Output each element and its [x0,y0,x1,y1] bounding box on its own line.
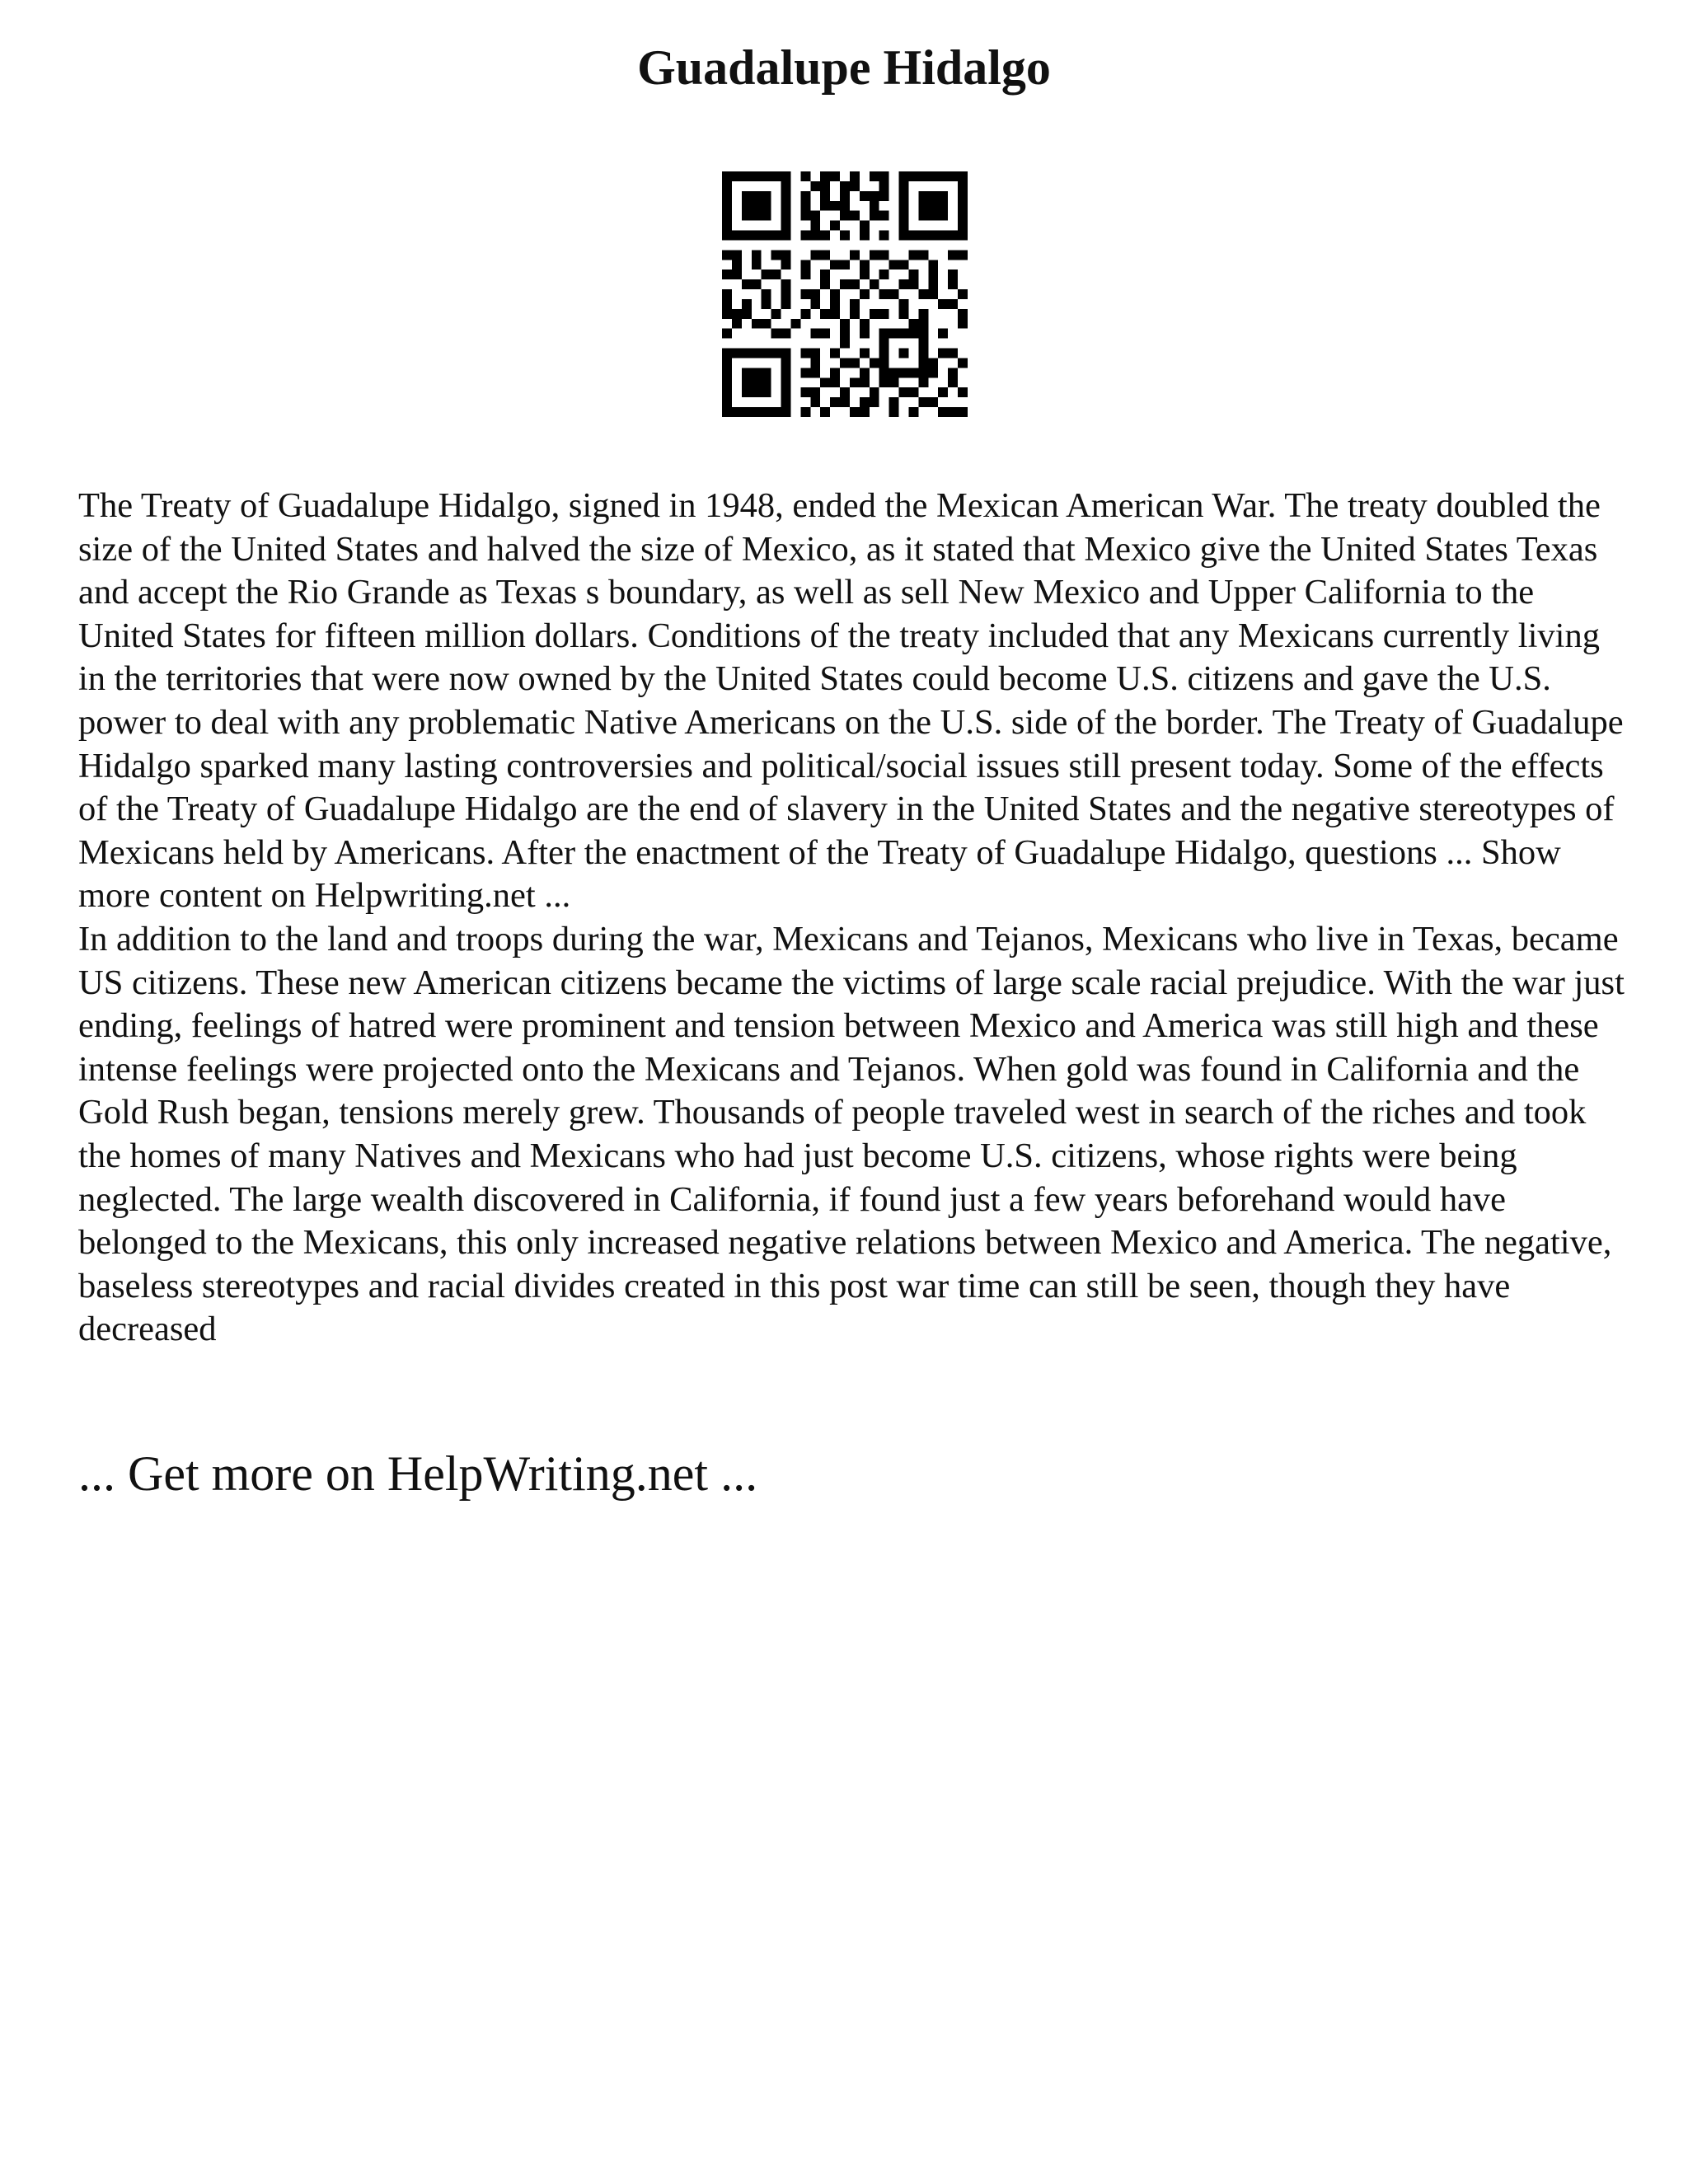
article-body [78,485,1628,1352]
page-title: Guadalupe Hidalgo [637,40,1051,95]
article-paragraph-2: In addition to the land and troops during the war, Mexicans and Tejanos, Mexicans who live in Texas, became US citizens. These new American citizens became the victims of large scale racial prejudice. With the war just ending, feelings of hatred were prominent and tension between Mexico and America was still high and these intense feelings were projected onto the Mexicans and Tejanos. When gold was found in California and the Gold Rush began, tensions merely grew. Thousands of people traveled west in search of the riches and took the homes of many Natives and Mexicans who had just become U.S. citizens, whose rights were being neglected. The large wealth discovered in California, if found just a few years beforehand would have belonged to the Mexicans, this only increased negative relations between Mexico and America. The negative, baseless stereotypes and racial divides created in this post war time can still be seen, though they have decreased [78,919,1625,1349]
article-paragraph-1: The Treaty of Guadalupe Hidalgo, signed in 1948, ended the Mexican American War. The treaty doubled the size of the United States and halved the size of Mexico, as it stated that Mexico give the United States Texas and accept the Rio Grande as Texas s boundary, as well as sell New Mexico and Upper California to the United States for fifteen million dollars. Conditions of the treaty included that any Mexicans currently living in the territories that were now owned by the United States could become U.S. citizens and gave the U.S. power to deal with any problematic Native Americans on the U.S. side of the border. The Treaty of Guadalupe Hidalgo sparked many lasting controversies and political/social issues still present today. Some of the effects of the Treaty of Guadalupe Hidalgo are the end of slavery in the United States and the negative stereotypes of Mexicans held by Americans. After the enactment of the Treaty of Guadalupe Hidalgo, questions ... Show more content on Helpwriting.net ... [78,486,1624,916]
get-more-link[interactable]: ... Get more on HelpWriting.net ... [78,1446,758,1501]
qr-code-image [722,171,968,417]
